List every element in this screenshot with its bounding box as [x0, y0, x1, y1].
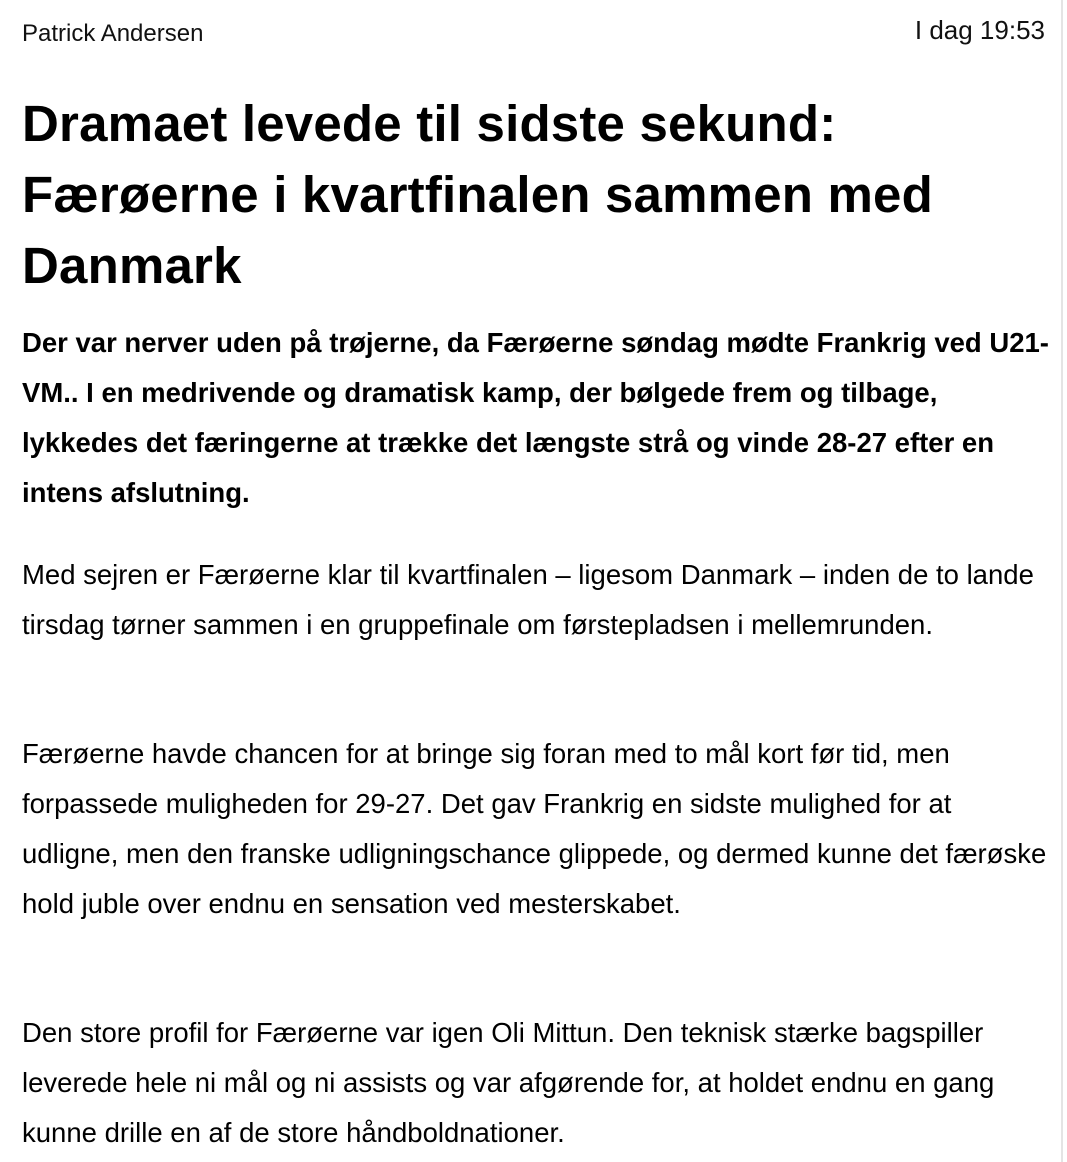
article-paragraph: Den store profil for Færøerne var igen Oli Mittun. Den teknisk stærke bagspiller leverede hele ni mål og ni assists og var afgørende for, at holdet endnu en gang kunne drille en af de store håndboldnationer. [22, 1017, 995, 1148]
author-name[interactable]: Patrick Andersen [22, 20, 204, 47]
article-paragraph: Med sejren er Færøerne klar til kvartfinalen – ligesom Danmark – inden de to lande tirsdag tørner sammen i en gruppefinale om førstepladsen i mellemrunden. [22, 559, 1034, 640]
article-lead: Der var nerver uden på trøjerne, da Færøerne søndag mødte Frankrig ved U21-VM.. I en medrivende og dramatisk kamp, der bølgede frem og tilbage, lykkedes det færingerne at trække det længste strå og vinde 28-27 efter en intens afslutning. [22, 327, 1049, 508]
page-edge-divider [1061, 0, 1063, 1162]
publish-timestamp: I dag 19:53 [914, 15, 1045, 45]
article-paragraph: Færøerne havde chancen for at bringe sig foran med to mål kort før tid, men forpassede muligheden for 29-27. Det gav Frankrig en sidste mulighed for at udligne, men den franske udligningschance glippede, og dermed kunne det færøske hold juble over endnu en sensation ved mesterskabet. [22, 738, 1047, 919]
article-headline: Dramaet levede til sidste sekund: Færøerne i kvartfinalen sammen med Danmark [22, 95, 933, 294]
